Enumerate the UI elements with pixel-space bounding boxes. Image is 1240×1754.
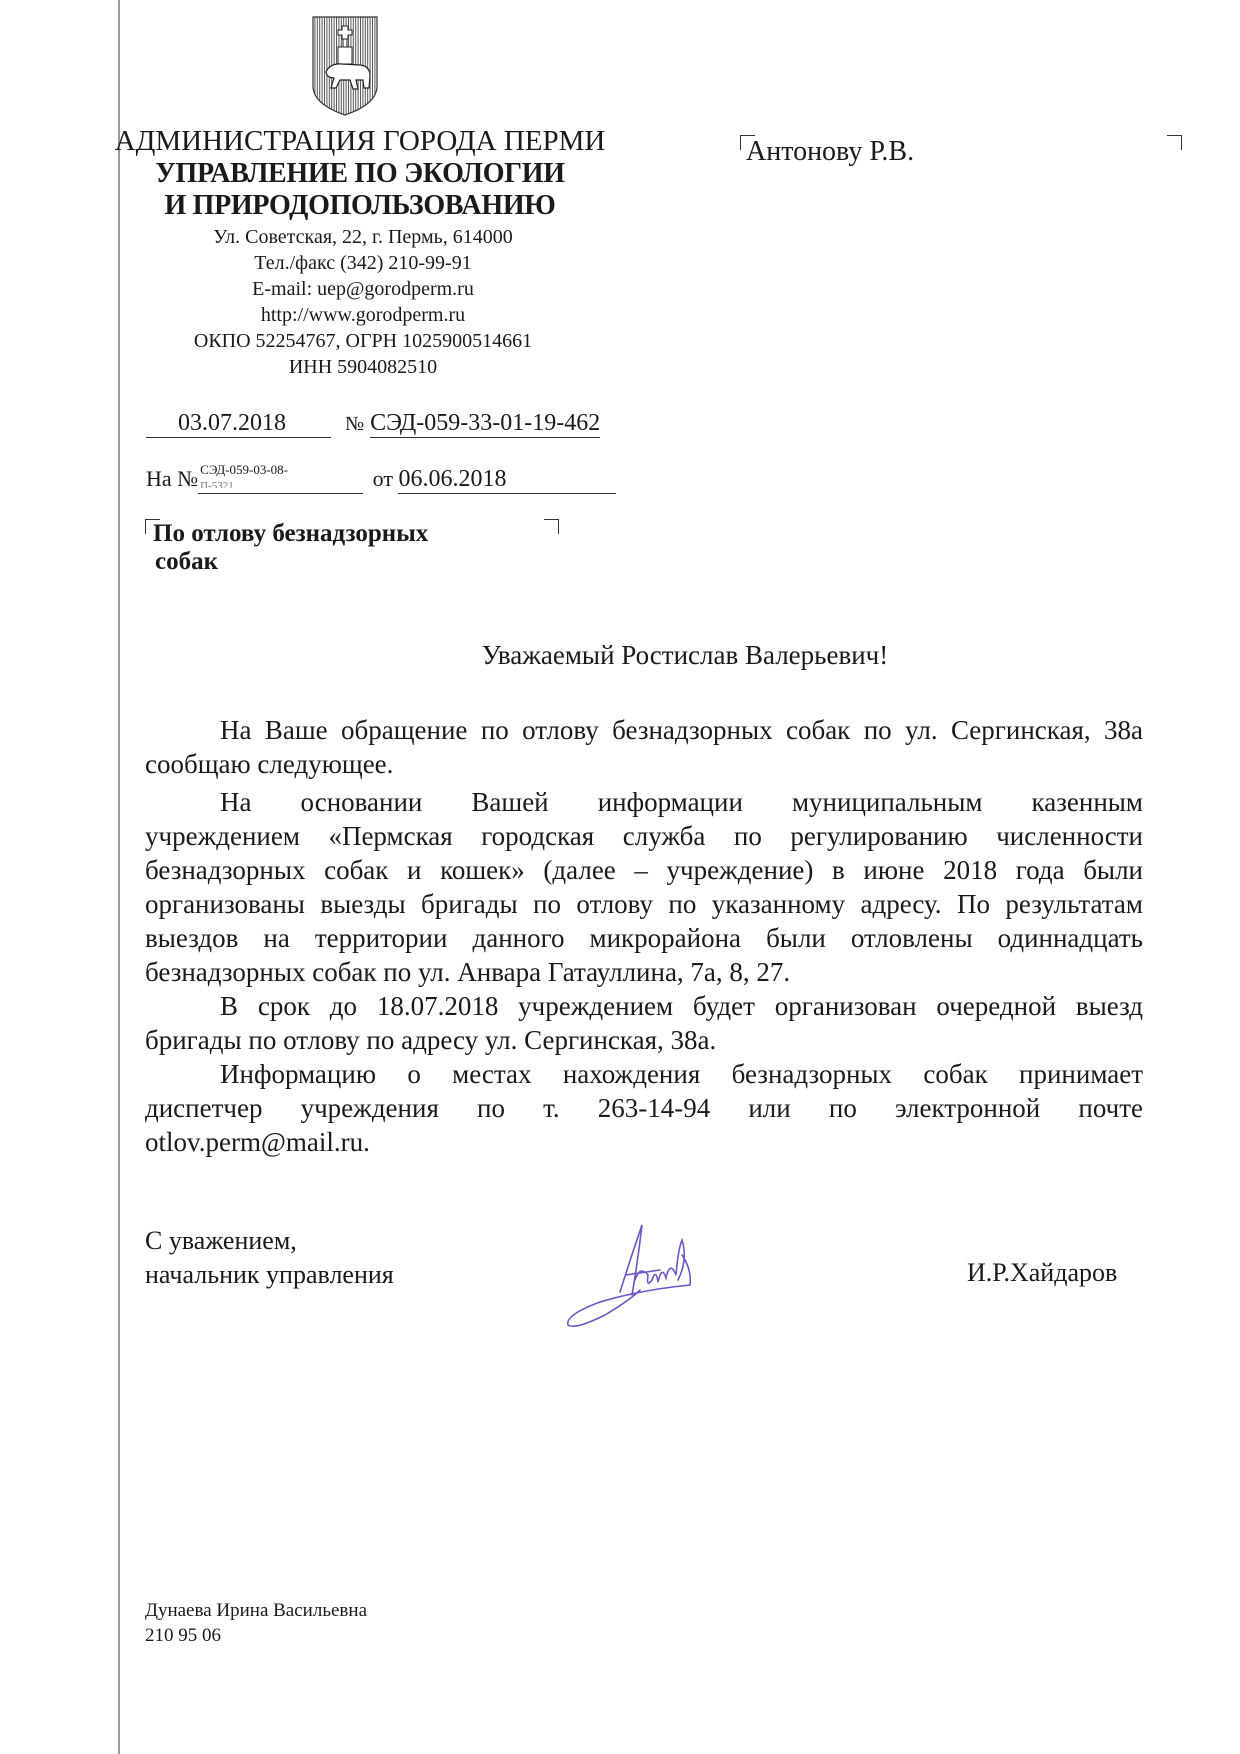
number-label: №: [345, 413, 365, 435]
subject: [153, 520, 428, 576]
coat-of-arms-icon: [312, 16, 378, 116]
org-name: АДМИНИСТРАЦИЯ ГОРОДА ПЕРМИ: [114, 125, 606, 157]
outgoing-number: СЭД-059-33-01-19-462: [370, 410, 601, 436]
signatory-name: И.Р.Хайдаров: [967, 1258, 1118, 1287]
executor-phone: 210 95 06: [145, 1625, 221, 1646]
address-okpo-ogrn: ОКПО 52254767, ОГРН 1025900514661: [193, 330, 533, 352]
closing-regards: С уважением,: [145, 1226, 297, 1255]
executor-info: [145, 1598, 367, 1648]
subject-line2: собак: [155, 548, 219, 575]
letter-body: [145, 713, 1143, 1159]
recipient-corner-right: [1167, 135, 1182, 150]
dept-name-line1: УПРАВЛЕНИЕ ПО ЭКОЛОГИИ: [155, 158, 565, 189]
address-block: [113, 224, 613, 380]
ref-from-label: от: [372, 466, 393, 491]
handwritten-signature: [560, 1220, 760, 1330]
dept-name-line2: И ПРИРОДОПОЛЬЗОВАНИЮ: [164, 190, 556, 221]
paragraph: [145, 989, 1143, 1057]
body-line: В срок до 18.07.2018 учреждением будет организован очередной выезд: [220, 991, 1143, 1021]
closing-position: начальник управления: [145, 1260, 394, 1289]
body-line: безнадзорных собак по ул. Анвара Гатауллина, 7а, 8, 27.: [145, 957, 791, 987]
outgoing-registration: [146, 410, 600, 438]
executor-name: Дунаева Ирина Васильевна: [145, 1600, 367, 1621]
address-email: E-mail: uep@gorodperm.ru: [252, 278, 474, 300]
subject-line1: По отлову безнадзорных: [153, 520, 429, 547]
recipient: Антонову Р.В.: [746, 136, 915, 167]
address-phone: Тел./факс (342) 210-99-91: [254, 252, 472, 274]
paragraph: [145, 1057, 1143, 1159]
body-line: выездов на территории данного микрорайона были отловлены одиннадцать: [145, 923, 1143, 953]
paragraph: [145, 785, 1143, 989]
incoming-reference: [146, 462, 616, 494]
body-line: бригады по отлову по адресу ул. Сергинская, 38а.: [145, 1025, 717, 1055]
body-line: диспетчер учреждения по т. 263-14-94 или по электронной почте: [145, 1093, 1143, 1123]
paragraph: [145, 713, 1143, 781]
address-street: Ул. Советская, 22, г. Пермь, 614000: [213, 226, 513, 248]
body-line: сообщаю следующее.: [145, 749, 394, 779]
ref-label: На №: [146, 466, 199, 491]
body-line: учреждением «Пермская городская служба по регулированию численности: [145, 821, 1143, 851]
greeting: Уважаемый Ростислав Валерьевич!: [481, 640, 889, 670]
body-line: организованы выезды бригады по отлову по указанному адресу. По результатам: [145, 889, 1143, 919]
subject-corner-right: [544, 519, 559, 534]
ref-number-cont: П-5321: [200, 480, 234, 488]
body-line: otlov.perm@mail.ru.: [145, 1127, 370, 1157]
body-line: На основании Вашей информации муниципальным казенным: [220, 787, 1143, 817]
body-line: На Ваше обращение по отлову безнадзорных собак по ул. Сергинская, 38а: [220, 715, 1143, 745]
outgoing-date: 03.07.2018: [146, 410, 331, 438]
ref-date: 06.06.2018: [398, 466, 616, 494]
address-website: http://www.gorodperm.ru: [260, 304, 466, 326]
address-inn: ИНН 5904082510: [288, 356, 438, 378]
ref-number: СЭД-059-03-08-: [200, 462, 289, 477]
closing: [145, 1224, 394, 1292]
body-line: безнадзорных собак и кошек» (далее – учреждение) в июне 2018 года были: [145, 855, 1143, 885]
body-line: Информацию о местах нахождения безнадзорных собак принимает: [220, 1059, 1143, 1089]
